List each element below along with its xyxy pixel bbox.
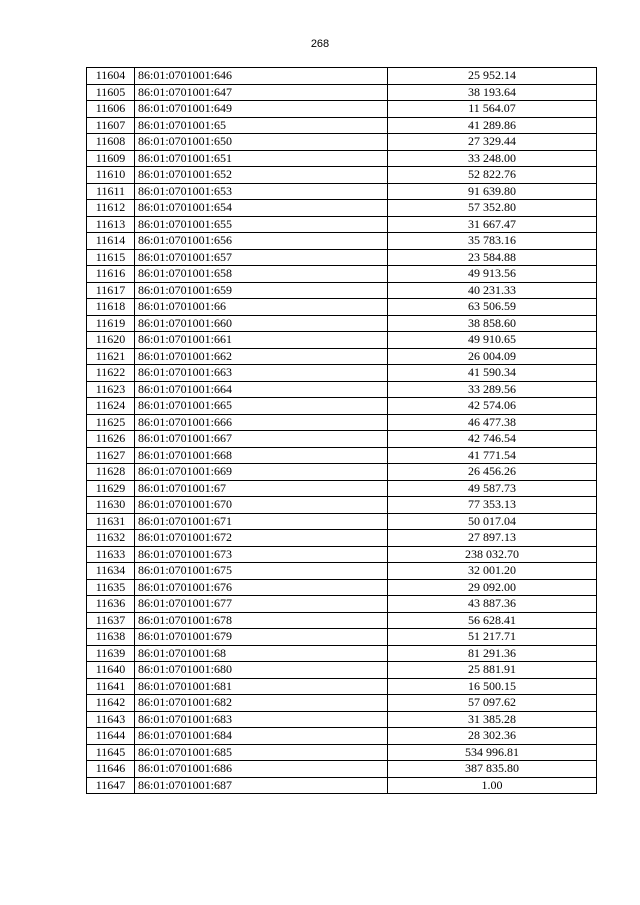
table-row — [87, 101, 597, 118]
cadastral-number-cell: 86:01:0701001:671 — [135, 513, 388, 530]
table-row — [87, 579, 597, 596]
cadastral-number-cell: 86:01:0701001:686 — [135, 761, 388, 778]
row-number-cell: 11630 — [87, 497, 135, 514]
table-row — [87, 282, 597, 299]
row-number-cell: 11619 — [87, 315, 135, 332]
value-cell: 43 887.36 — [388, 596, 597, 613]
row-number-cell: 11640 — [87, 662, 135, 679]
cadastral-number-cell: 86:01:0701001:654 — [135, 200, 388, 217]
value-cell: 534 996.81 — [388, 744, 597, 761]
cadastral-number-cell: 86:01:0701001:656 — [135, 233, 388, 250]
value-cell: 32 001.20 — [388, 563, 597, 580]
row-number-cell: 11618 — [87, 299, 135, 316]
cadastral-number-cell: 86:01:0701001:660 — [135, 315, 388, 332]
cadastral-number-cell: 86:01:0701001:679 — [135, 629, 388, 646]
table-row — [87, 381, 597, 398]
value-cell: 49 587.73 — [388, 480, 597, 497]
table-row — [87, 134, 597, 151]
table-row — [87, 332, 597, 349]
table-row — [87, 150, 597, 167]
value-cell: 33 289.56 — [388, 381, 597, 398]
cadastral-number-cell: 86:01:0701001:658 — [135, 266, 388, 283]
table-row — [87, 711, 597, 728]
table-row — [87, 513, 597, 530]
value-cell: 52 822.76 — [388, 167, 597, 184]
cadastral-number-cell: 86:01:0701001:68 — [135, 645, 388, 662]
cadastral-number-cell: 86:01:0701001:651 — [135, 150, 388, 167]
row-number-cell: 11605 — [87, 84, 135, 101]
row-number-cell: 11646 — [87, 761, 135, 778]
table-row — [87, 662, 597, 679]
cadastral-number-cell: 86:01:0701001:670 — [135, 497, 388, 514]
table-row — [87, 447, 597, 464]
row-number-cell: 11623 — [87, 381, 135, 398]
value-cell: 387 835.80 — [388, 761, 597, 778]
row-number-cell: 11643 — [87, 711, 135, 728]
cadastral-number-cell: 86:01:0701001:676 — [135, 579, 388, 596]
value-cell: 51 217.71 — [388, 629, 597, 646]
cadastral-number-cell: 86:01:0701001:667 — [135, 431, 388, 448]
row-number-cell: 11644 — [87, 728, 135, 745]
row-number-cell: 11637 — [87, 612, 135, 629]
row-number-cell: 11613 — [87, 216, 135, 233]
cadastral-number-cell: 86:01:0701001:680 — [135, 662, 388, 679]
value-cell: 31 385.28 — [388, 711, 597, 728]
registry-table-body — [87, 68, 597, 794]
row-number-cell: 11610 — [87, 167, 135, 184]
row-number-cell: 11622 — [87, 365, 135, 382]
value-cell: 42 574.06 — [388, 398, 597, 415]
cadastral-number-cell: 86:01:0701001:672 — [135, 530, 388, 547]
row-number-cell: 11606 — [87, 101, 135, 118]
cadastral-number-cell: 86:01:0701001:673 — [135, 546, 388, 563]
value-cell: 63 506.59 — [388, 299, 597, 316]
table-row — [87, 612, 597, 629]
row-number-cell: 11635 — [87, 579, 135, 596]
value-cell: 31 667.47 — [388, 216, 597, 233]
table-row — [87, 365, 597, 382]
value-cell: 25 952.14 — [388, 68, 597, 85]
value-cell: 1.00 — [388, 777, 597, 794]
value-cell: 238 032.70 — [388, 546, 597, 563]
cadastral-number-cell: 86:01:0701001:659 — [135, 282, 388, 299]
row-number-cell: 11641 — [87, 678, 135, 695]
row-number-cell: 11642 — [87, 695, 135, 712]
value-cell: 49 910.65 — [388, 332, 597, 349]
value-cell: 16 500.15 — [388, 678, 597, 695]
row-number-cell: 11604 — [87, 68, 135, 85]
table-row — [87, 546, 597, 563]
value-cell: 26 456.26 — [388, 464, 597, 481]
value-cell: 57 097.62 — [388, 695, 597, 712]
row-number-cell: 11615 — [87, 249, 135, 266]
cadastral-number-cell: 86:01:0701001:664 — [135, 381, 388, 398]
table-row — [87, 183, 597, 200]
cadastral-number-cell: 86:01:0701001:685 — [135, 744, 388, 761]
table-row — [87, 629, 597, 646]
table-row — [87, 315, 597, 332]
table-row — [87, 299, 597, 316]
table-row — [87, 200, 597, 217]
cadastral-number-cell: 86:01:0701001:650 — [135, 134, 388, 151]
row-number-cell: 11614 — [87, 233, 135, 250]
table-row — [87, 431, 597, 448]
value-cell: 56 628.41 — [388, 612, 597, 629]
value-cell: 50 017.04 — [388, 513, 597, 530]
value-cell: 35 783.16 — [388, 233, 597, 250]
value-cell: 81 291.36 — [388, 645, 597, 662]
value-cell: 77 353.13 — [388, 497, 597, 514]
row-number-cell: 11633 — [87, 546, 135, 563]
table-row — [87, 678, 597, 695]
value-cell: 27 329.44 — [388, 134, 597, 151]
table-row — [87, 497, 597, 514]
value-cell: 41 289.86 — [388, 117, 597, 134]
row-number-cell: 11647 — [87, 777, 135, 794]
cadastral-number-cell: 86:01:0701001:653 — [135, 183, 388, 200]
table-row — [87, 777, 597, 794]
row-number-cell: 11609 — [87, 150, 135, 167]
value-cell: 42 746.54 — [388, 431, 597, 448]
cadastral-number-cell: 86:01:0701001:683 — [135, 711, 388, 728]
cadastral-number-cell: 86:01:0701001:665 — [135, 398, 388, 415]
row-number-cell: 11628 — [87, 464, 135, 481]
table-row — [87, 233, 597, 250]
table-row — [87, 728, 597, 745]
value-cell: 91 639.80 — [388, 183, 597, 200]
value-cell: 27 897.13 — [388, 530, 597, 547]
cadastral-number-cell: 86:01:0701001:661 — [135, 332, 388, 349]
row-number-cell: 11617 — [87, 282, 135, 299]
value-cell: 11 564.07 — [388, 101, 597, 118]
row-number-cell: 11626 — [87, 431, 135, 448]
row-number-cell: 11612 — [87, 200, 135, 217]
value-cell: 29 092.00 — [388, 579, 597, 596]
value-cell: 33 248.00 — [388, 150, 597, 167]
registry-table — [86, 67, 597, 794]
cadastral-number-cell: 86:01:0701001:669 — [135, 464, 388, 481]
cadastral-number-cell: 86:01:0701001:677 — [135, 596, 388, 613]
cadastral-number-cell: 86:01:0701001:668 — [135, 447, 388, 464]
table-row — [87, 398, 597, 415]
row-number-cell: 11639 — [87, 645, 135, 662]
value-cell: 26 004.09 — [388, 348, 597, 365]
value-cell: 25 881.91 — [388, 662, 597, 679]
table-row — [87, 348, 597, 365]
cadastral-number-cell: 86:01:0701001:65 — [135, 117, 388, 134]
value-cell: 41 771.54 — [388, 447, 597, 464]
value-cell: 46 477.38 — [388, 414, 597, 431]
table-row — [87, 414, 597, 431]
table-row — [87, 464, 597, 481]
row-number-cell: 11645 — [87, 744, 135, 761]
value-cell: 41 590.34 — [388, 365, 597, 382]
table-row — [87, 695, 597, 712]
row-number-cell: 11631 — [87, 513, 135, 530]
cadastral-number-cell: 86:01:0701001:66 — [135, 299, 388, 316]
cadastral-number-cell: 86:01:0701001:655 — [135, 216, 388, 233]
cadastral-number-cell: 86:01:0701001:663 — [135, 365, 388, 382]
row-number-cell: 11629 — [87, 480, 135, 497]
cadastral-number-cell: 86:01:0701001:682 — [135, 695, 388, 712]
cadastral-number-cell: 86:01:0701001:684 — [135, 728, 388, 745]
value-cell: 38 193.64 — [388, 84, 597, 101]
cadastral-number-cell: 86:01:0701001:67 — [135, 480, 388, 497]
table-row — [87, 68, 597, 85]
cadastral-number-cell: 86:01:0701001:647 — [135, 84, 388, 101]
row-number-cell: 11611 — [87, 183, 135, 200]
table-row — [87, 249, 597, 266]
row-number-cell: 11621 — [87, 348, 135, 365]
page-number: 268 — [310, 38, 330, 50]
row-number-cell: 11638 — [87, 629, 135, 646]
table-row — [87, 563, 597, 580]
row-number-cell: 11625 — [87, 414, 135, 431]
cadastral-number-cell: 86:01:0701001:681 — [135, 678, 388, 695]
table-row — [87, 596, 597, 613]
cadastral-number-cell: 86:01:0701001:666 — [135, 414, 388, 431]
cadastral-number-cell: 86:01:0701001:652 — [135, 167, 388, 184]
table-row — [87, 530, 597, 547]
row-number-cell: 11608 — [87, 134, 135, 151]
row-number-cell: 11616 — [87, 266, 135, 283]
value-cell: 57 352.80 — [388, 200, 597, 217]
row-number-cell: 11634 — [87, 563, 135, 580]
row-number-cell: 11620 — [87, 332, 135, 349]
cadastral-number-cell: 86:01:0701001:649 — [135, 101, 388, 118]
cadastral-number-cell: 86:01:0701001:662 — [135, 348, 388, 365]
table-row — [87, 645, 597, 662]
row-number-cell: 11632 — [87, 530, 135, 547]
cadastral-number-cell: 86:01:0701001:678 — [135, 612, 388, 629]
table-row — [87, 744, 597, 761]
row-number-cell: 11624 — [87, 398, 135, 415]
table-row — [87, 266, 597, 283]
row-number-cell: 11627 — [87, 447, 135, 464]
cadastral-number-cell: 86:01:0701001:657 — [135, 249, 388, 266]
value-cell: 23 584.88 — [388, 249, 597, 266]
table-row — [87, 480, 597, 497]
row-number-cell: 11636 — [87, 596, 135, 613]
table-row — [87, 84, 597, 101]
table-row — [87, 117, 597, 134]
table-row — [87, 167, 597, 184]
row-number-cell: 11607 — [87, 117, 135, 134]
cadastral-number-cell: 86:01:0701001:675 — [135, 563, 388, 580]
cadastral-number-cell: 86:01:0701001:646 — [135, 68, 388, 85]
table-row — [87, 761, 597, 778]
value-cell: 40 231.33 — [388, 282, 597, 299]
value-cell: 38 858.60 — [388, 315, 597, 332]
cadastral-number-cell: 86:01:0701001:687 — [135, 777, 388, 794]
value-cell: 49 913.56 — [388, 266, 597, 283]
table-row — [87, 216, 597, 233]
value-cell: 28 302.36 — [388, 728, 597, 745]
